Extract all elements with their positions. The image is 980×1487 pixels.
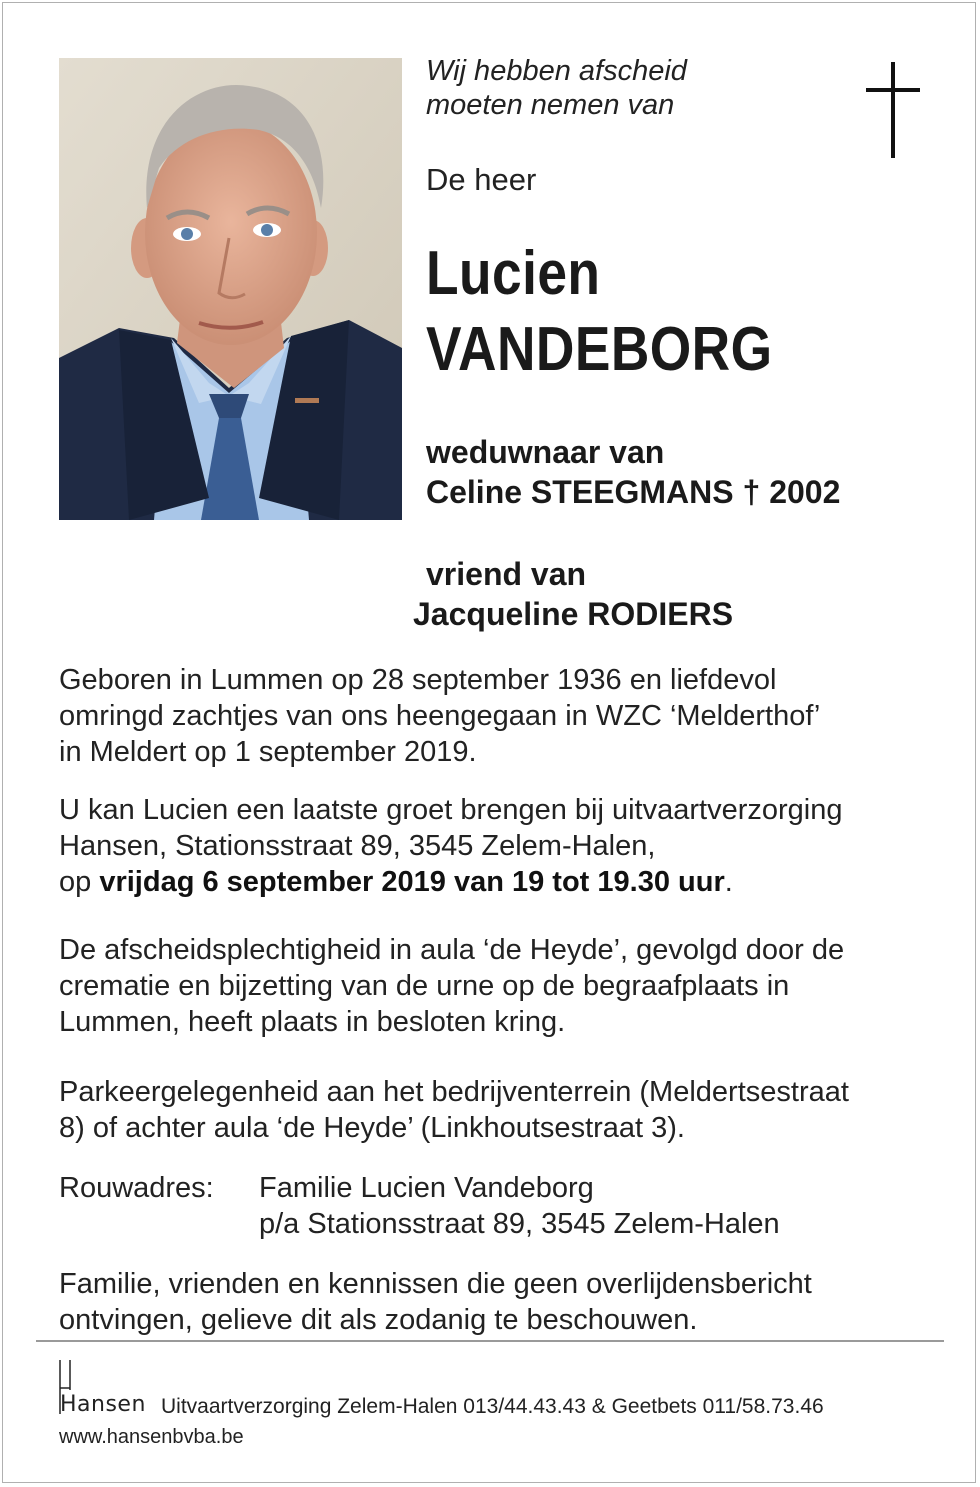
portrait-photo (59, 58, 402, 520)
closing-paragraph (59, 1266, 939, 1338)
address-line-1: Familie Lucien Vandeborg (259, 1172, 594, 1204)
address-label: Rouwadres: (59, 1172, 214, 1204)
parking-line-2: 8) of achter aula ‘de Heyde’ (Linkhoutsestraat 3). (59, 1112, 685, 1144)
ceremony-line-2: crematie en bijzetting van de urne op de begraafplaats in (59, 970, 790, 1002)
ceremony-paragraph (59, 932, 939, 1040)
footer-website: www.hansenbvba.be (59, 1426, 244, 1448)
widow-label: weduwnaar van (426, 434, 665, 470)
divider (36, 1340, 944, 1342)
parking-paragraph (59, 1074, 939, 1146)
salutation: De heer (426, 162, 537, 197)
intro-line-1: Wij hebben afscheid (426, 55, 687, 87)
friend-name: Jacqueline RODIERS (413, 596, 734, 632)
hansen-logo-text: Hansen (60, 1392, 146, 1417)
cross-icon (864, 62, 922, 160)
visit-paragraph (59, 792, 939, 900)
address-line-2: p/a Stationsstraat 89, 3545 Zelem-Halen (259, 1208, 780, 1240)
ceremony-line-1: De afscheidsplechtigheid in aula ‘de Heyde’, gevolgd door de (59, 934, 845, 966)
deceased-name (426, 236, 773, 388)
first-name: Lucien (426, 239, 601, 308)
visit-line-2: Hansen, Stationsstraat 89, 3545 Zelem-Halen, (59, 830, 656, 862)
closing-line-2: ontvingen, gelieve dit als zodanig te beschouwen. (59, 1304, 698, 1336)
birth-line-1: Geboren in Lummen op 28 september 1936 en liefdevol (59, 664, 777, 696)
birth-line-3: in Meldert op 1 september 2019. (59, 736, 477, 768)
friend-label: vriend van (426, 556, 587, 592)
birth-line-2: omringd zachtjes van ons heengegaan in WZC ‘Melderthof’ (59, 700, 821, 732)
parking-line-1: Parkeergelegenheid aan het bedrijventerrein (Meldertsestraat (59, 1076, 849, 1108)
intro-text (426, 54, 687, 122)
widow-info (426, 432, 840, 512)
spouse-name: Celine STEEGMANS † 2002 (426, 474, 841, 510)
footer-contact: Uitvaartverzorging Zelem-Halen 013/44.43.43 & Geetbets 011/58.73.46 (161, 1395, 824, 1418)
visit-line-3 (59, 864, 939, 900)
intro-line-2: moeten nemen van (426, 89, 675, 121)
visit-prefix: op (59, 866, 100, 898)
ceremony-line-3: Lummen, heeft plaats in besloten kring. (59, 1006, 566, 1038)
closing-line-1: Familie, vrienden en kennissen die geen overlijdensbericht (59, 1268, 812, 1300)
birth-paragraph (59, 662, 939, 770)
visit-suffix: . (724, 866, 733, 898)
address-block (259, 1170, 780, 1242)
last-name: VANDEBORG (426, 315, 773, 384)
visit-line-1: U kan Lucien een laatste groet brengen bij uitvaartverzorging (59, 794, 843, 826)
visit-datetime: vrijdag 6 september 2019 van 19 tot 19.30 uur (99, 866, 725, 898)
